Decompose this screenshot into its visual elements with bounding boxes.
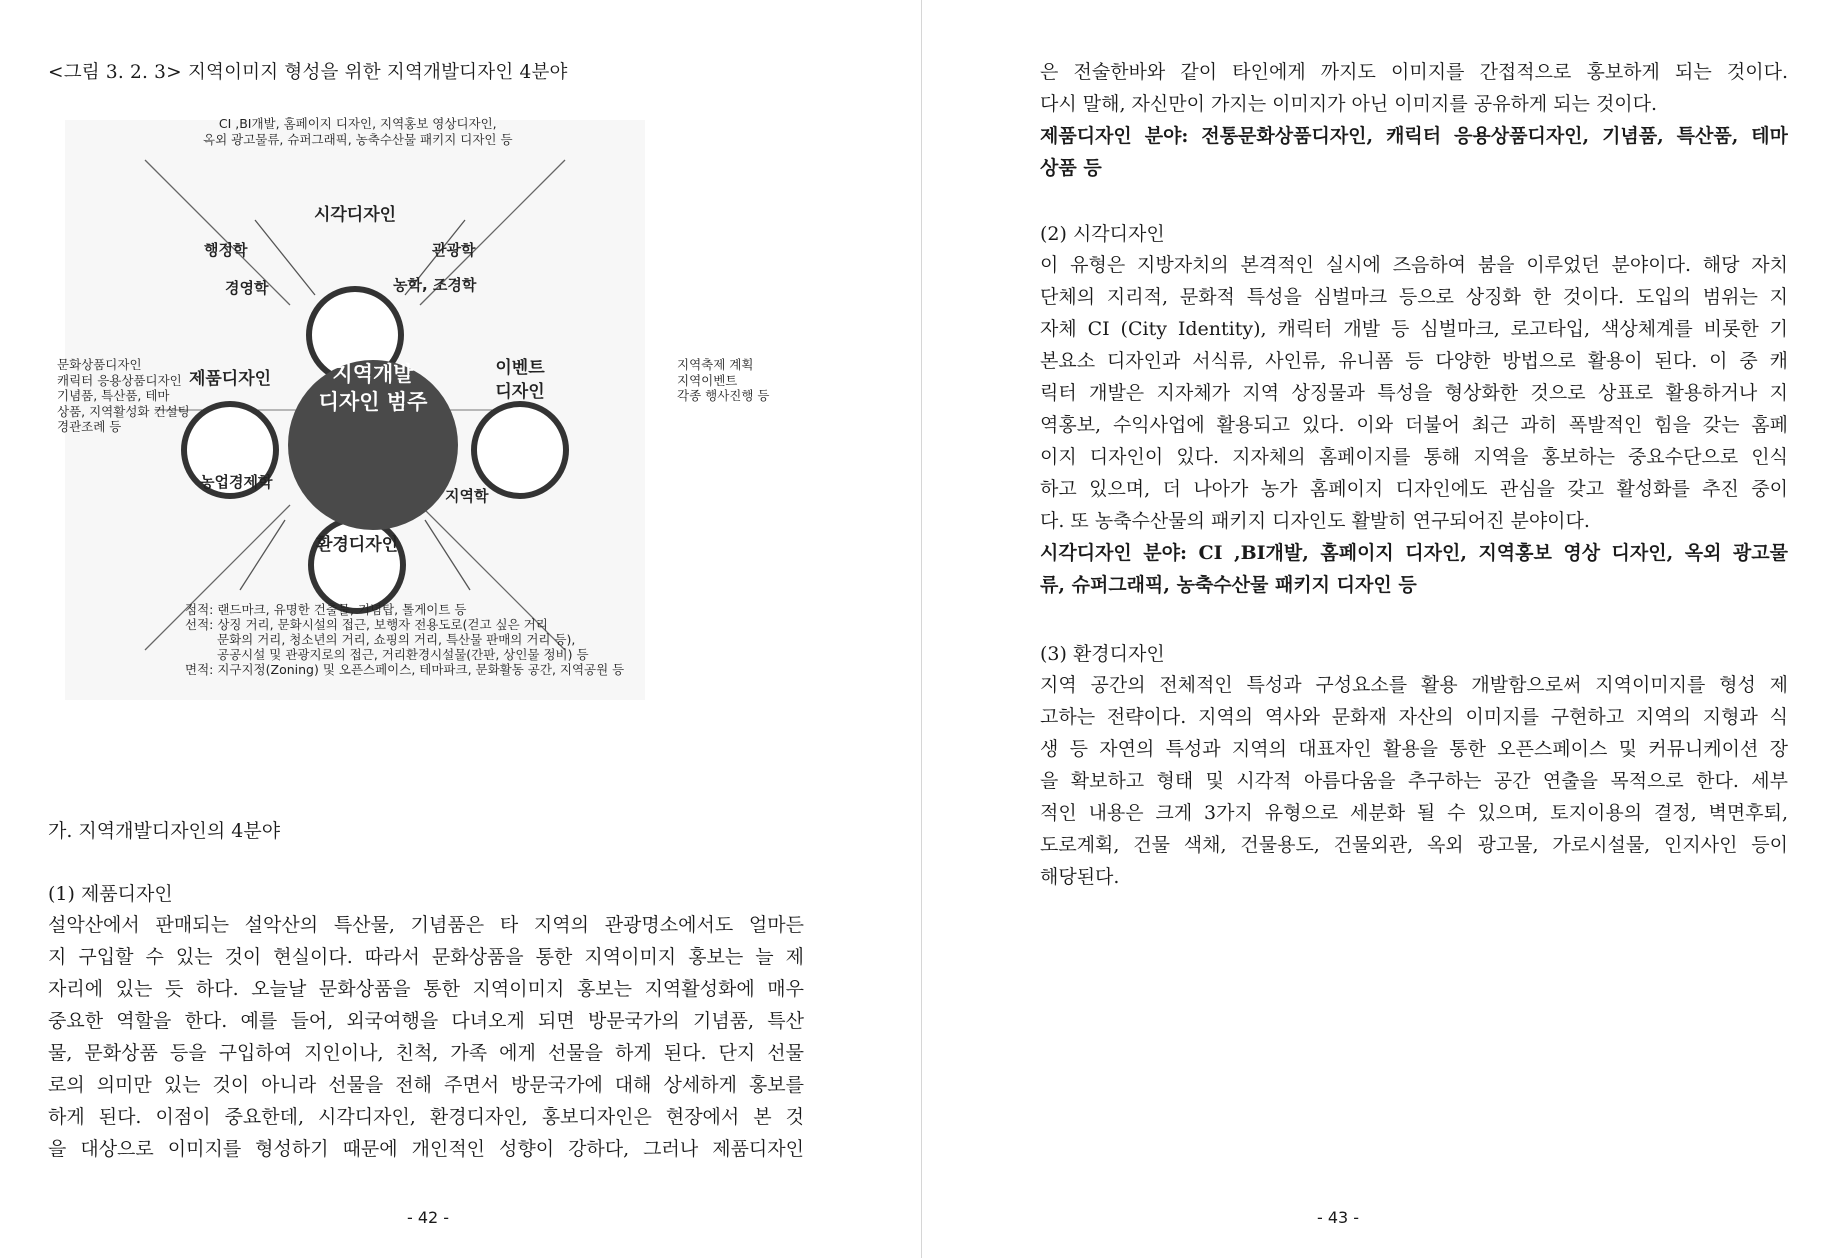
body-line: 이 유형은 지방자치의 본격적인 실시에 즈음하여 붐을 이루었던 분야이다. 해당 자치	[1040, 254, 1788, 276]
body-line: 이지 디자인이 있다. 지자체의 홈페이지를 통해 지역을 홍보하는 중요수단으로 인식	[1040, 446, 1788, 468]
discipline-agri-landscape: 농학, 조경학	[393, 276, 477, 294]
note-bottom-line: 점적: 랜드마크, 유명한 건출물, 기념탑, 톨게이트 등	[185, 602, 467, 617]
body-line: 해당된다.	[1040, 866, 1120, 888]
discipline-business: 경영학	[225, 279, 269, 297]
visual-summary-line: 류, 슈퍼그래픽, 농축수산물 패키지 디자인 등	[1040, 574, 1417, 596]
body-line: 역홍보, 수익사업에 활용되고 있다. 이와 더불어 최근 과히 폭발적인 힘을 갖는 홈페	[1040, 414, 1788, 436]
subsection-title-visual: (2) 시각디자인	[1040, 223, 1165, 245]
discipline-agri-econ: 농업경제학	[200, 473, 273, 491]
note-right-line: 각종 행사진행 등	[677, 388, 770, 403]
category-diagram	[57, 116, 645, 700]
note-right-line: 지역축제 계획	[677, 357, 754, 372]
field-label-event-line: 이벤트	[495, 358, 545, 378]
body-line: 본요소 디자인과 서식류, 사인류, 유니폼 등 다양한 방법으로 활용이 된다. 이 중 캐	[1040, 350, 1788, 372]
note-bottom-line: 공공시설 및 관광지로의 접근, 거리환경시설물(간판, 상인물 정비) 등	[217, 647, 589, 662]
body-line: 다시 말해, 자신만이 가지는 이미지가 아닌 이미지를 공유하게 되는 것이다.	[1040, 93, 1658, 115]
body-line: 릭터 개발은 지자체가 지역 상징물과 특성을 형상화한 것으로 상표로 활용하거나 지	[1040, 382, 1788, 404]
note-right	[677, 357, 769, 404]
visual-design-body	[1040, 249, 1788, 601]
discipline-tourism: 관광학	[432, 241, 476, 259]
note-left-line: 상품, 지역활성화 컨설팅	[57, 403, 190, 419]
right-page	[924, 0, 1839, 1258]
center-label	[293, 360, 453, 416]
center-label-line: 디자인 범주	[318, 390, 428, 414]
visual-summary-line: 시각디자인 분야: CI ,BI개발, 홈페이지 디자인, 지역홍보 영상 디자인, 옥외 광고물	[1040, 542, 1788, 564]
note-left-line: 문화상품디자인	[57, 357, 142, 372]
body-line: 다. 또 농축수산물의 패키지 디자인도 활발히 연구되어진 분야이다.	[1040, 510, 1590, 532]
note-left-line: 기념품, 특산품, 테마	[57, 388, 170, 403]
field-label-event-line: 디자인	[495, 382, 545, 402]
body-line: 물, 문화상품 등을 구입하여 지인이나, 친척, 가족 에게 선물을 하게 된다. 단지 선물	[48, 1042, 804, 1064]
field-label-visual: 시각디자인	[313, 205, 397, 225]
note-top	[203, 116, 513, 147]
note-bottom-line: 문화의 거리, 청소년의 거리, 쇼핑의 거리, 특산물 판매의 거리 등),	[217, 632, 576, 647]
body-line: 을 확보하고 형태 및 시각적 아름다움을 추구하는 공간 연출을 목적으로 한다. 세부	[1040, 770, 1788, 792]
note-left-line: 경관조례 등	[57, 419, 122, 434]
body-line: 생 등 자연의 특성과 지역의 대표자인 활용을 통한 오픈스페이스 및 커뮤니케이션 장	[1040, 738, 1788, 760]
section-heading: 가. 지역개발디자인의 4분야	[48, 820, 281, 842]
body-line: 하고 있으며, 더 나아가 농가 홈페이지 디자인에도 관심을 갖고 활성화를 추진 중이	[1040, 478, 1788, 500]
body-line: 로의 의미만 있는 것이 아니라 선물을 전해 주면서 방문국가에 대해 상세하게 홍보를	[48, 1074, 804, 1096]
body-line: 도로계획, 건물 색채, 건물용도, 건물외관, 옥외 광고물, 가로시설물, 인지사인 등이	[1040, 834, 1788, 856]
field-circle-right	[474, 404, 566, 496]
note-top-line: 옥외 광고물류, 슈퍼그래픽, 농축수산물 패키지 디자인 등	[203, 131, 513, 147]
body-line: 고하는 전략이다. 지역의 역사와 문화재 자산의 이미지를 구현하고 지역의 지형과 식	[1040, 706, 1788, 728]
field-label-environment: 환경디자인	[315, 535, 399, 555]
center-label-line: 지역개발	[332, 362, 414, 386]
body-line: 을 대상으로 이미지를 형성하기 때문에 개인적인 성향이 강하다, 그러나 제품디자인	[48, 1138, 804, 1160]
note-top-line: CI ,BI개발, 홈페이지 디자인, 지역홍보 영상디자인,	[218, 116, 497, 131]
note-bottom-line: 면적: 지구지정(Zoning) 및 오픈스페이스, 테마파크, 문화활동 공간, 지역공원 등	[185, 662, 625, 677]
body-line: 설악산에서 판매되는 설악산의 특산물, 기념품은 타 지역의 관광명소에서도 얼마든	[48, 914, 804, 936]
figure-caption: <그림 3. 2. 3> 지역이미지 형성을 위한 지역개발디자인 4분야	[48, 62, 568, 83]
product-summary-line: 제품디자인 분야: 전통문화상품디자인, 캐릭터 응용상품디자인, 기념품, 특산품, 테마	[1040, 125, 1788, 147]
page-number-left: - 42 -	[406, 1208, 450, 1227]
body-line: 지 구입할 수 있는 것이 현실이다. 따라서 문화상품을 통한 지역이미지 홍보는 늘 제	[48, 946, 804, 968]
environment-design-body	[1040, 669, 1788, 893]
product-summary-line: 상품 등	[1040, 157, 1102, 179]
body-line: 단체의 지리적, 문화적 특성을 심벌마크 등으로 상징화 한 것이다. 도입의 범위는 지	[1040, 286, 1788, 308]
body-line: 중요한 역할을 한다. 예를 들어, 외국여행을 다녀오게 되면 방문국가의 기념품, 특산	[48, 1010, 804, 1032]
note-left-line: 캐릭터 응용상품디자인	[57, 372, 182, 388]
page-number-right: - 43 -	[1316, 1208, 1360, 1227]
page-divider	[921, 0, 922, 1258]
subsection-title-environment: (3) 환경디자인	[1040, 643, 1165, 665]
discipline-admin: 행정학	[204, 241, 248, 259]
body-line: 지역 공간의 전체적인 특성과 구성요소를 활용 개발함으로써 지역이미지를 형성 제	[1040, 674, 1788, 696]
field-label-event	[460, 356, 580, 404]
body-line: 자리에 있는 듯 하다. 오늘날 문화상품을 통한 지역이미지 홍보는 지역활성화에 매우	[48, 978, 804, 1000]
note-bottom-line: 선적: 상징 거리, 문화시설의 접근, 보행자 전용도로(걷고 싶은 거리	[185, 617, 548, 632]
discipline-regional: 지역학	[445, 487, 489, 505]
body-line: 자체 CI (City Identity), 캐릭터 개발 등 심벌마크, 로고타입, 색상체계를 비롯한 기	[1040, 318, 1788, 340]
body-line: 적인 내용은 크게 3가지 유형으로 세분화 될 수 있으며, 토지이용의 결정, 벽면후퇴,	[1040, 802, 1788, 824]
product-design-body	[48, 909, 804, 1165]
subsection-title-product: (1) 제품디자인	[48, 883, 173, 905]
body-line: 은 전술한바와 같이 타인에게 까지도 이미지를 간접적으로 홍보하게 되는 것이다.	[1040, 61, 1788, 83]
note-right-line: 지역이벤트	[677, 372, 738, 388]
body-line: 하게 된다. 이점이 중요한데, 시각디자인, 환경디자인, 홍보디자인은 현장에서 본 것	[48, 1106, 804, 1128]
intro-paragraph	[1040, 56, 1788, 184]
field-label-product: 제품디자인	[188, 369, 272, 389]
note-bottom	[185, 602, 624, 677]
